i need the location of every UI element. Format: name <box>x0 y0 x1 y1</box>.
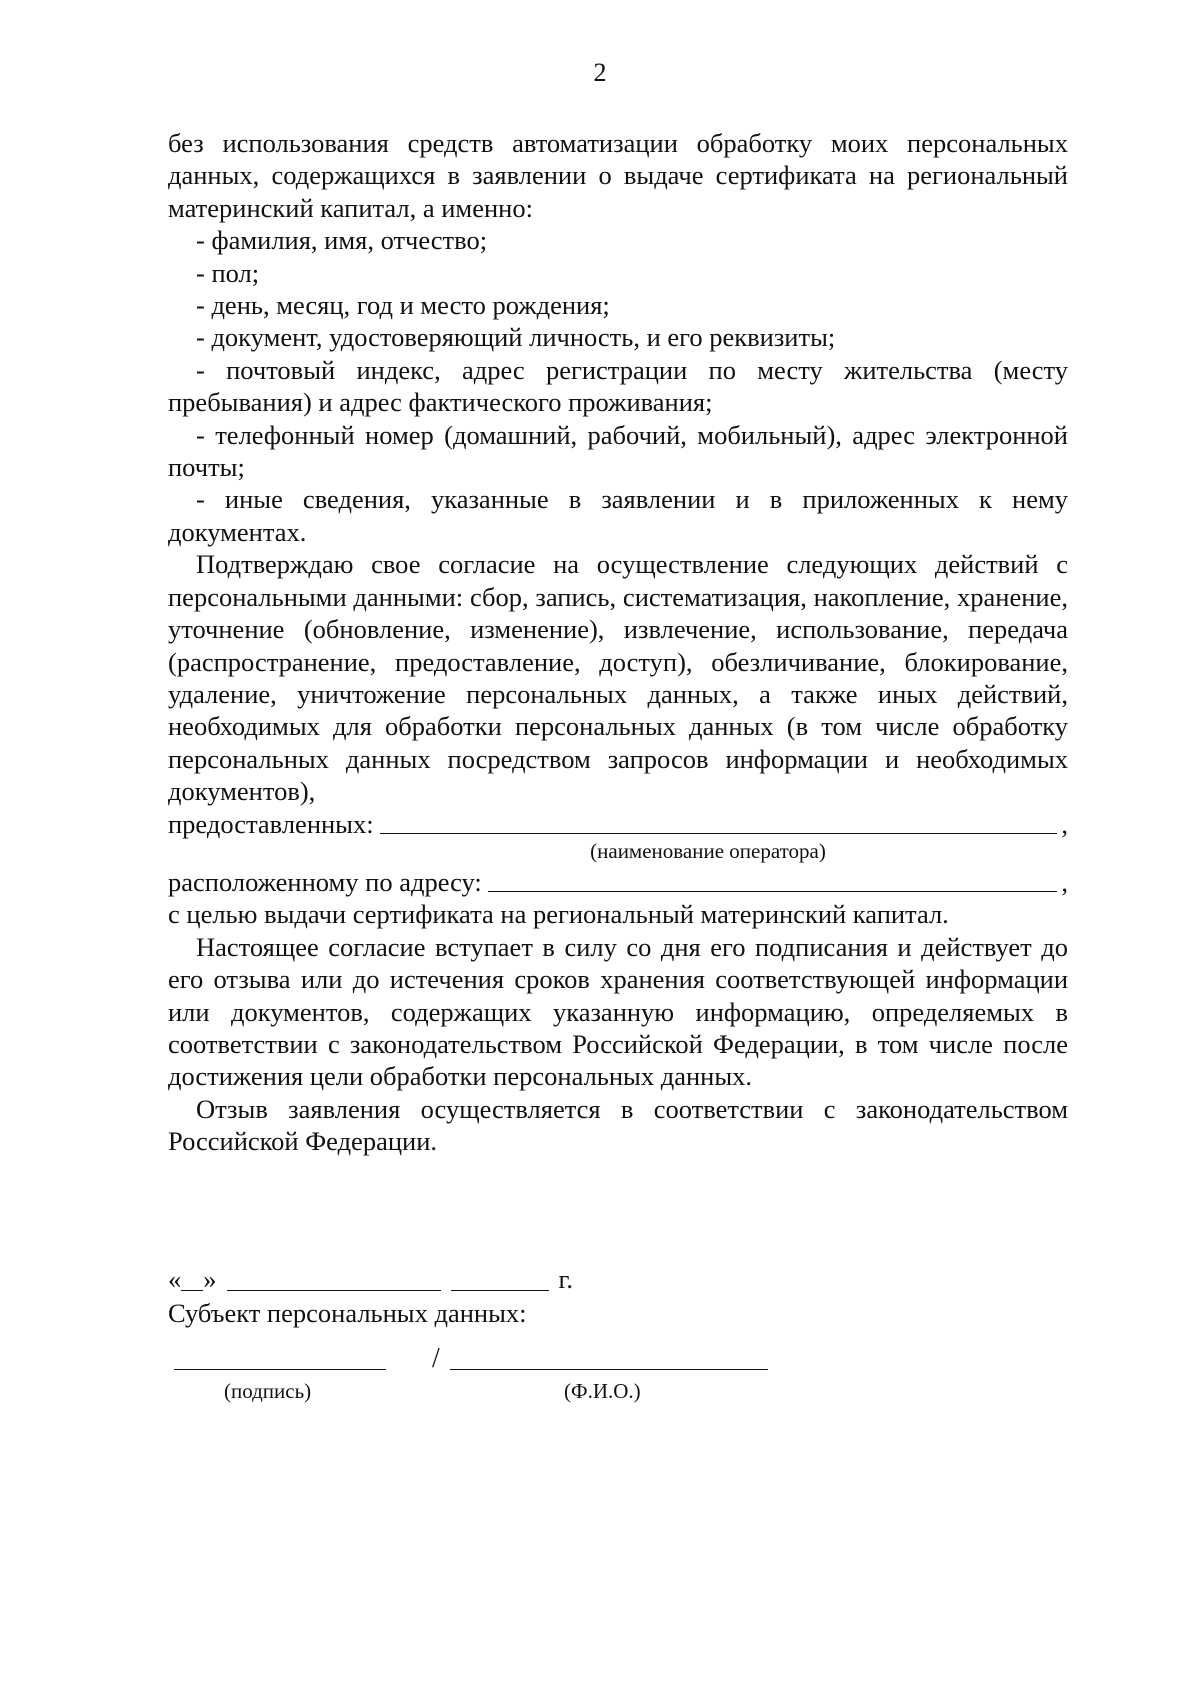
purpose-text: с целью выдачи сертификата на региональный материнский капитал. <box>168 899 949 930</box>
month-blank-line[interactable] <box>227 1266 441 1291</box>
year-suffix: г. <box>558 1264 574 1294</box>
operator-row <box>168 808 1068 840</box>
list-item: - фамилия, имя, отчество; <box>196 225 488 256</box>
operator-caption: (наименование оператора) <box>590 838 826 863</box>
address-blank-line[interactable] <box>488 867 1058 892</box>
revocation-paragraph: Отзыв заявления осуществляется в соответствии с законодательством Российской Федерации. <box>168 1093 1068 1157</box>
comma: , <box>1061 808 1068 839</box>
operator-blank-line[interactable] <box>380 809 1058 834</box>
day-blank-line[interactable] <box>181 1266 203 1291</box>
fio-caption: (Ф.И.О.) <box>564 1379 641 1403</box>
slash: / <box>432 1343 440 1374</box>
document-body <box>168 127 1068 1158</box>
list-item: - документ, удостоверяющий личность, и его реквизиты; <box>196 322 836 353</box>
signature-lines <box>168 1343 1068 1425</box>
close-quote: » <box>203 1264 217 1294</box>
signature-block <box>168 1262 1068 1330</box>
open-quote: « <box>168 1264 182 1294</box>
page-number: 2 <box>593 58 607 87</box>
list-item: - телефонный номер (домашний, рабочий, мобильный), адрес электронной почты; <box>168 419 1068 483</box>
list-item: - иные сведения, указанные в заявлении и в приложенных к нему документах. <box>168 484 1068 547</box>
address-label: расположенному по адресу: <box>168 866 482 897</box>
fio-blank-line[interactable] <box>450 1369 768 1370</box>
list-item: - день, месяц, год и место рождения; <box>196 290 610 321</box>
provided-label: предоставленных: <box>168 808 374 839</box>
validity-paragraph: Настоящее согласие вступает в силу со дня его подписания и действует до его отзыва или до истечения сроков хранения соответствующей информации или документов, содержащих указанную информацию, определяемых в соответствии с законодательством Российской Федерации, в том числе после достижения цели обработки персональных данных. <box>168 931 1068 1092</box>
list-item: - пол; <box>196 257 260 288</box>
comma: , <box>1061 866 1068 897</box>
signature-blank-line[interactable] <box>174 1369 386 1370</box>
address-row <box>168 866 1068 898</box>
consent-paragraph: Подтверждаю свое согласие на осуществление следующих действий с персональными данными: сбор, запись, систематизация, накопление, хранение, уточнение (обновление, изменение), извлечение, использование, передача (распространение, предоставление, доступ), обезличивание, блокирование, удаление, уничтожение персональных данных, а также иных действий, необходимых для обработки персональных данных (в том числе обработку персональных данных посредством запросов информации и необходимых документов), <box>168 549 1068 807</box>
signature-caption: (подпись) <box>224 1379 312 1403</box>
date-row <box>168 1262 1068 1296</box>
subject-label: Субъект персональных данных: <box>168 1298 527 1328</box>
intro-paragraph: без использования средств автоматизации обработку моих персональных данных, содержащихся в заявлении о выдаче сертификата на региональный материнский капитал, а именно: <box>168 128 1068 223</box>
list-item: - почтовый индекс, адрес регистрации по месту жительства (месту пребывания) и адрес фактического проживания; <box>168 354 1068 418</box>
year-blank-line[interactable] <box>451 1266 549 1291</box>
